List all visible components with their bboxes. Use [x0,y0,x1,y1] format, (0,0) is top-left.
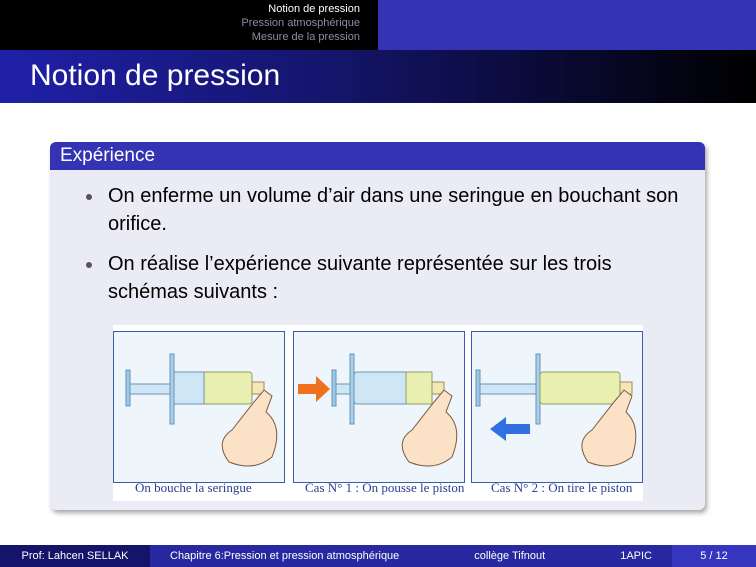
syringe-plugged-illustration [114,332,284,482]
bullet-item [82,182,682,238]
syringe-figure [113,325,643,501]
block-title: Expérience [50,142,705,170]
nav-item-pression-atmospherique[interactable]: Pression atmosphérique [241,17,360,29]
bullet-icon [86,194,92,200]
syringe-panel-pull [471,331,643,483]
nav-item-mesure-de-la-pression[interactable]: Mesure de la pression [251,31,360,43]
syringe-push-illustration [294,332,464,482]
footer-level: 1APIC [620,550,652,562]
bullet-text: On enferme un volume d’air dans une seringue en bouchant son orifice. [108,185,679,235]
section-list [0,2,360,44]
footer-school: collège Tifnout [474,550,546,562]
footer-title-area [150,545,672,567]
syringe-pull-illustration [472,332,642,482]
bullet-list [82,182,682,318]
caption-pull: Cas N° 2 : On tire le piston [491,480,633,495]
syringe-panel-plugged [113,331,285,483]
nav-item-notion-de-pression[interactable]: Notion de pression [268,3,360,15]
frame-title: Notion de pression [30,59,281,92]
caption-plugged: On bouche la seringue [135,480,252,495]
caption-push: Cas N° 1 : On pousse le piston [305,480,465,495]
footer-bar [0,545,756,567]
navigation-accent [378,0,756,50]
syringe-panel-push [293,331,465,483]
section-navigation [0,0,756,50]
footer-page-number: 5 / 12 [672,545,756,567]
footer-author: Prof: Lahcen SELLAK [0,545,150,567]
footer-chapter: Chapitre 6:Pression et pression atmosphérique [170,550,400,562]
bullet-text: On réalise l’expérience suivante représentée sur les trois schémas suivants : [108,253,612,303]
bullet-item [82,250,682,306]
bullet-icon [86,262,92,268]
